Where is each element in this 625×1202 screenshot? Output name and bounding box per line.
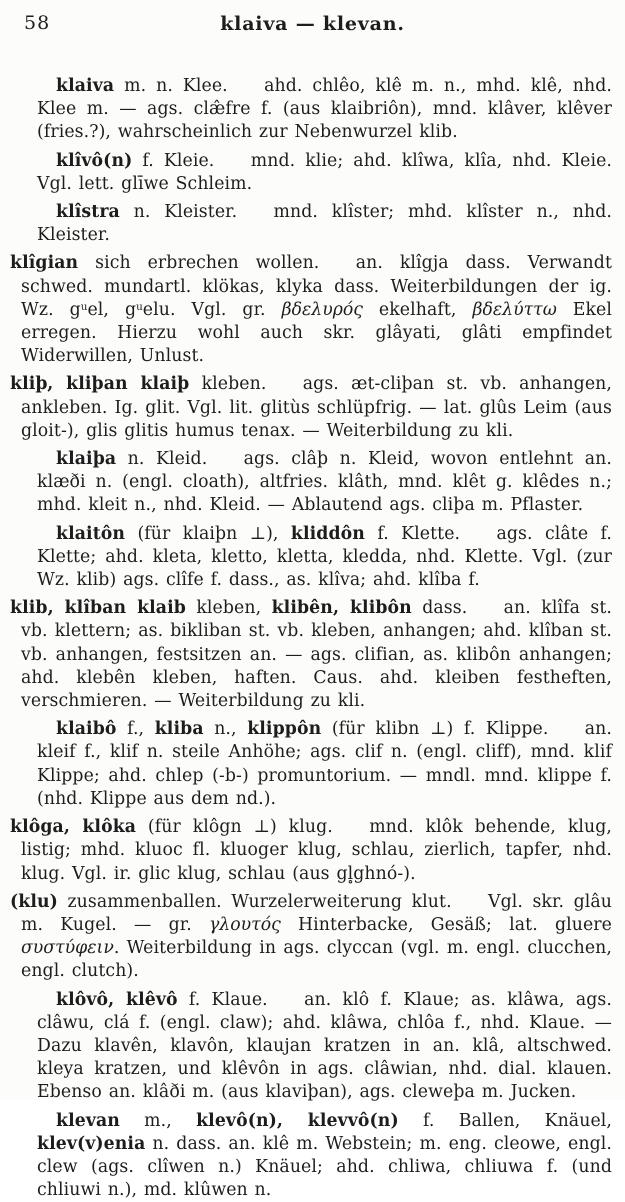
dictionary-entry: [37, 718, 612, 811]
entry-text: f. Kleie.: [132, 150, 215, 171]
entry-text: an. klîfa st. vb. klettern; as. bikliban st. vb. kleben, anhangen; ahd. klîban st. vb. anhangen, festsitzen an. — ags. clifian, as. klibôn anhangen; ahd. klebên kleben, haften. Caus. ahd. kleiben festheften, verschmieren. — Weiterbildung zu kli.: [21, 598, 612, 712]
entry-text: ahd. chlêo, klê m. n., mhd. klê, nhd. Klee m. — ags. clæ̂fre f. (aus klaibriôn), mnd. klâver, klêver (fries.?), wahrscheinlich zur Nebenwurzel klib.: [37, 76, 612, 143]
headword: klevô(n), klevvô(n): [196, 1110, 399, 1131]
headword: klib, klîban klaib: [10, 598, 186, 619]
entry-text: m.,: [119, 1110, 197, 1131]
dictionary-entry: [37, 150, 612, 196]
dictionary-entry: [37, 201, 612, 247]
entry-text: dass.: [411, 598, 468, 619]
headword: klibên, klibôn: [271, 598, 412, 619]
greek-term: συστύφειν: [21, 938, 114, 959]
dictionary-entry: [10, 373, 612, 443]
entry-text: ags. æt-cliþan st. vb. anhangen, ankleben. Ig. glit. Vgl. lit. glitùs schlüpfrig. — lat. glûs Leim (aus gloit-), glis glitis humus tenax. — Weiterbildung zu kli.: [21, 374, 612, 441]
entry-text: Vgl. skr. glâu m. Kugel. — gr.: [21, 891, 612, 935]
greek-term: βδελύττω: [472, 299, 557, 320]
headword: kliþ, kliþan klaiþ: [10, 374, 190, 395]
entry-text: (für klibn ⊥) f. Klippe.: [321, 719, 549, 740]
entry-text: f.,: [116, 719, 155, 740]
headword: klippôn: [247, 719, 322, 740]
entry-text: kleben,: [185, 598, 272, 619]
entry-text: an. kleif f., klif n. steile Anhöhe; ags. clif n. (engl. cliff), mnd. klif Klippe; ahd. chlep (-b-) promuntorium. — mndl. mnd. klippe f. (nhd. Klippe aus dem nd.).: [37, 719, 612, 809]
dictionary-entry: [37, 989, 612, 1105]
running-title: klaiva — klevan.: [220, 13, 405, 35]
headword: klîstra: [56, 202, 120, 223]
entry-text: f. Ballen, Knäuel,: [398, 1110, 612, 1131]
headword: klev(v)enia: [37, 1133, 146, 1154]
superscript: u: [136, 300, 143, 313]
entry-text: an. klîgja dass. Verwandt schwed. mundartl. klökas, klyka dass. Weiterbildungen der ig. Wz. g: [21, 253, 612, 320]
headword: (klu): [10, 891, 58, 912]
page-number: 58: [24, 12, 51, 34]
entry-text: mnd. klôk behende, klug, listig; mhd. kluoc fl. kluoger klug, schlau, zierlich, tapfer, nhd. klug. Vgl. ir. glic klug, schlau (aus gl̥ghnó-).: [21, 817, 613, 884]
dictionary-entry: [10, 891, 612, 984]
greek-term: γλουτός: [208, 914, 281, 935]
dictionary-entry: [10, 597, 612, 713]
entry-text: f. Klaue.: [177, 989, 268, 1010]
entry-text: Hinterbacke, Gesäß; lat. gluere: [280, 914, 612, 935]
greek-term: βδελυρός: [281, 299, 363, 320]
entry-text: (für klôgn ⊥) klug.: [136, 817, 333, 838]
headword: klevan: [56, 1110, 120, 1131]
superscript: u: [80, 300, 88, 313]
headword: klaiþa: [56, 449, 117, 470]
dictionary-entry: [10, 816, 613, 886]
entry-text: mnd. klîster; mhd. klîster n., nhd. Kleister.: [37, 202, 612, 246]
entry-text: el, g: [87, 299, 137, 320]
dictionary-entry: [37, 75, 612, 145]
page-header: [0, 0, 625, 55]
entry-text: n. Kleid.: [116, 449, 208, 470]
entry-text: elu. Vgl. gr.: [142, 299, 282, 320]
entry-text: zusammenballen. Wurzelerweiterung klut.: [57, 891, 452, 912]
headword: klîvô(n): [56, 150, 133, 171]
dictionary-entry: [37, 1110, 612, 1202]
headword: klaitôn: [56, 523, 126, 544]
dictionary-entry: [37, 523, 612, 593]
entries: [0, 55, 625, 1202]
entry-text: f. Klette.: [364, 523, 461, 544]
entry-text: kleben.: [189, 374, 267, 395]
entry-text: ekelhaft,: [362, 299, 473, 320]
entry-text: n.,: [203, 719, 248, 740]
entry-text: an. klô f. Klaue; as. klâwa, ags. clâwu, clá f. (engl. claw); ahd. klâwa, chlôa f., nhd. Klaue. — Dazu klavên, klavôn, klaujan kratzen in an. klâ, altschwed. kleya kratzen, und klêvôn in ags. clâwian, nhd. dial. klauen. Ebenso an. klâði m. (aus klaviþan), ags. cleweþa m. Jucken.: [37, 989, 612, 1103]
headword: klaibô: [56, 719, 117, 740]
dictionary-entry: [37, 448, 612, 518]
headword: klaiva: [56, 76, 115, 96]
headword: kliddôn: [290, 523, 365, 544]
dictionary-entry: [10, 252, 612, 368]
entry-text: Ekel erregen. Hierzu wohl auch skr. glâyati, glâti empfindet Widerwillen, Unlust.: [21, 299, 612, 367]
entry-text: n. dass. an. klê m. Webstein; m. eng. cleowe, engl. clew (ags. clîwen n.) Knäuel; ahd. chliwa, chliuwa f. (und chliuwi n.), md. klûwen n.: [37, 1133, 612, 1201]
headword: klîgian: [10, 253, 79, 274]
entry-text: sich erbrechen wollen.: [78, 253, 320, 274]
entry-text: ags. clâþ n. Kleid, wovon entlehnt an. klæði n. (engl. cloath), altfries. klâth, mnd. klêt g. klêdes n.; mhd. kleit n., nhd. Kleid. — Ablautend ags. cliþa m. Pflaster.: [37, 449, 612, 516]
headword: klôvô, klêvô: [56, 989, 178, 1010]
entry-text: (für klaiþn ⊥),: [125, 523, 291, 544]
headword: kliba: [154, 719, 204, 740]
headword: klôga, klôka: [10, 817, 137, 838]
entry-text: . Weiterbildung in ags. clyccan (vgl. m. engl. clucchen, engl. clutch).: [21, 938, 612, 982]
entry-text: n. Kleister.: [119, 202, 238, 223]
entry-text: m. n. Klee.: [114, 76, 228, 96]
entry-text: mnd. klie; ahd. klîwa, klîa, nhd. Kleie. Vgl. lett. glīwe Schleim.: [37, 150, 612, 194]
entry-text: ags. clâte f. Klette; ahd. kleta, kletto, kletta, kledda, nhd. Klette. Vgl. (zur Wz. klib) ags. clîfe f. dass., as. klîva; ahd. klîba f.: [37, 523, 612, 591]
